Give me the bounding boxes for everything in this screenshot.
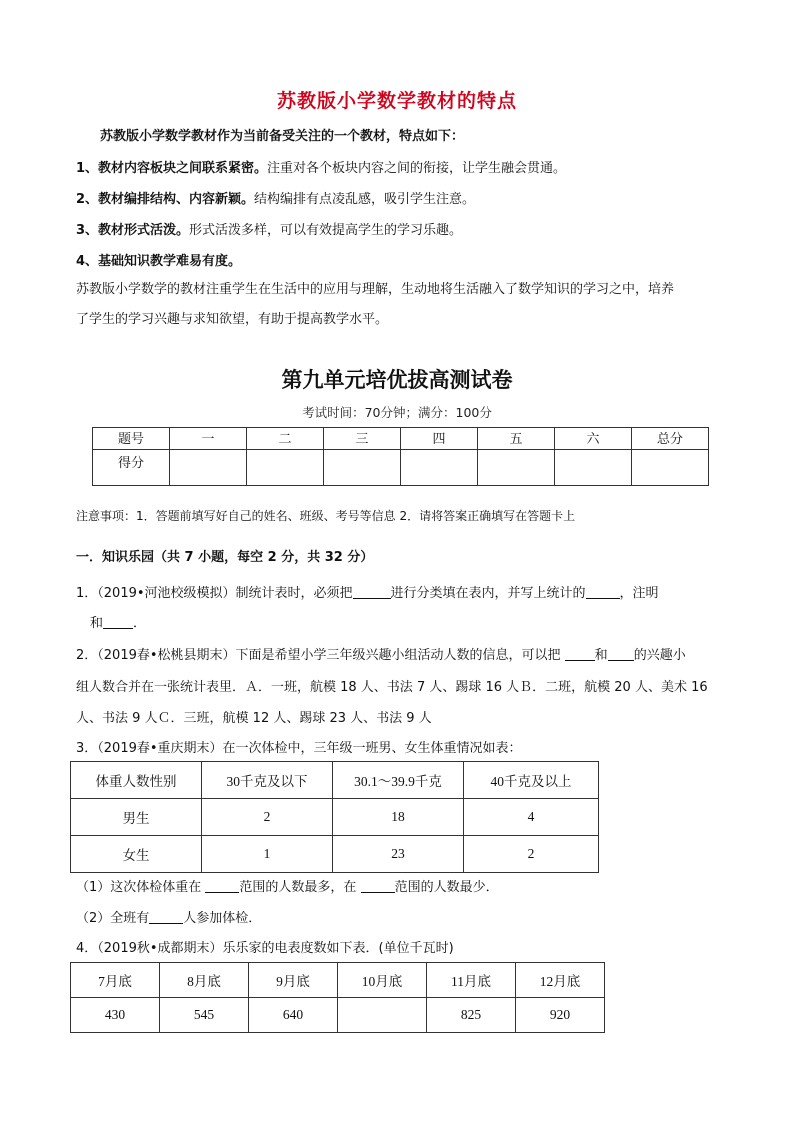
answer-blank[interactable]: [149, 910, 183, 924]
score-cell[interactable]: [478, 450, 555, 486]
table-row: [71, 799, 599, 836]
table-cell: 4: [464, 799, 599, 836]
table-cell: 三: [324, 428, 401, 450]
table-cell: 总分: [632, 428, 709, 450]
score-cell[interactable]: [324, 450, 401, 486]
answer-blank[interactable]: [608, 647, 634, 661]
answer-blank[interactable]: [205, 879, 239, 893]
table-cell: 825: [427, 998, 516, 1033]
answer-blank[interactable]: [586, 585, 620, 599]
question-1: 1．（2019•河池校级模拟）制统计表时，必须把 进行分类填在表内，并写上统计的 ，注明: [76, 586, 659, 601]
question-1-cont: 和 ．: [90, 616, 147, 631]
section-heading: 一．知识乐园（共 7 小题，每空 2 分，共 32 分）: [76, 550, 374, 565]
table-cell: 11月底: [427, 963, 516, 998]
table-row: [71, 836, 599, 873]
table-cell: 四: [401, 428, 478, 450]
table-cell: 二: [247, 428, 324, 450]
table-row: [93, 428, 709, 450]
table-cell: 545: [160, 998, 249, 1033]
table-cell: 体重人数性别: [71, 762, 202, 799]
answer-blank[interactable]: [361, 879, 395, 893]
table-cell: 12月底: [516, 963, 605, 998]
question-3: 3．（2019春•重庆期末）在一次体检中，三年级一班男、女生体重情况如表：: [76, 741, 522, 756]
table-cell: 430: [71, 998, 160, 1033]
table-cell: 30.1～39.9千克: [333, 762, 464, 799]
exam-title: 第九单元培优拔高测试卷: [281, 367, 513, 392]
table-cell: 一: [170, 428, 247, 450]
meter-table: [70, 962, 605, 1033]
score-table: [92, 427, 709, 486]
table-cell: 女生: [71, 836, 202, 873]
intro-text: 苏教版小学数学教材作为当前备受关注的一个教材，特点如下：: [100, 129, 465, 144]
question-2: 2．（2019春•松桃县期末）下面是希望小学三年级兴趣小组活动人数的信息，可以把 和 的兴趣小: [76, 648, 686, 663]
score-cell[interactable]: [247, 450, 324, 486]
summary-paragraph: [76, 275, 731, 335]
question-3-sub1: （1）这次体检体重在 范围的人数最多，在 范围的人数最少．: [76, 880, 499, 895]
table-cell: 2: [202, 799, 333, 836]
question-4: 4．（2019秋•成都期末）乐乐家的电表度数如下表．(单位千瓦时): [76, 941, 454, 956]
answer-blank[interactable]: [103, 615, 133, 629]
table-row: [71, 998, 605, 1033]
table-cell: 六: [555, 428, 632, 450]
answer-blank[interactable]: [353, 585, 391, 599]
table-cell: 男生: [71, 799, 202, 836]
table-cell: 30千克及以下: [202, 762, 333, 799]
table-cell: 640: [249, 998, 338, 1033]
table-cell: 7月底: [71, 963, 160, 998]
feature-item: 2、教材编排结构、内容新颖。结构编排有点凌乱感，吸引学生注意。: [76, 192, 476, 207]
score-cell[interactable]: [632, 450, 709, 486]
table-cell: 8月底: [160, 963, 249, 998]
article-title: 苏教版小学数学教材的特点: [276, 90, 517, 112]
feature-item: 1、教材内容板块之间联系紧密。注重对各个板块内容之间的衔接，让学生融会贯通。: [76, 161, 567, 176]
table-cell: 40千克及以上: [464, 762, 599, 799]
table-cell: 题号: [93, 428, 170, 450]
table-row: [93, 450, 709, 486]
table-cell: 2: [464, 836, 599, 873]
score-cell[interactable]: [555, 450, 632, 486]
question-3-sub2: （2）全班有 人参加体检．: [76, 911, 262, 926]
answer-blank[interactable]: [565, 647, 595, 661]
table-cell: 920: [516, 998, 605, 1033]
table-cell[interactable]: [338, 998, 427, 1033]
feature-item: 3、教材形式活泼。形式活泼多样，可以有效提高学生的学习乐趣。: [76, 223, 463, 238]
weight-table: [70, 761, 599, 873]
paragraph-line: 苏教版小学数学的教材注重学生在生活中的应用与理解，生动地将生活融入了数学知识的学习之中，培养: [76, 282, 675, 297]
score-cell[interactable]: [401, 450, 478, 486]
table-cell: 18: [333, 799, 464, 836]
table-cell: 1: [202, 836, 333, 873]
table-cell: 9月底: [249, 963, 338, 998]
table-cell: 得分: [93, 450, 170, 486]
table-cell: 23: [333, 836, 464, 873]
feature-item: 4、基础知识教学难易有度。: [76, 254, 242, 269]
table-cell: 10月底: [338, 963, 427, 998]
score-cell[interactable]: [170, 450, 247, 486]
question-2-line: 组人数合并在一张统计表里．Ａ．一班，航模 18 人、书法 7 人、踢球 16 人Ｂ．二班，航模 20 人、美术 16: [76, 680, 708, 695]
question-2-line: 人、书法 9 人Ｃ．三班，航模 12 人、踢球 23 人、书法 9 人: [76, 711, 432, 726]
table-row: [71, 762, 599, 799]
exam-subtitle: 考试时间：70分钟；满分：100分: [302, 405, 492, 420]
table-row: [71, 963, 605, 998]
paragraph-line: 了学生的学习兴趣与求知欲望，有助于提高教学水平。: [76, 312, 389, 327]
table-cell: 五: [478, 428, 555, 450]
notice-text: 注意事项：1．答题前填写好自己的姓名、班级、考号等信息 2．请将答案正确填写在答题卡上: [76, 509, 576, 523]
